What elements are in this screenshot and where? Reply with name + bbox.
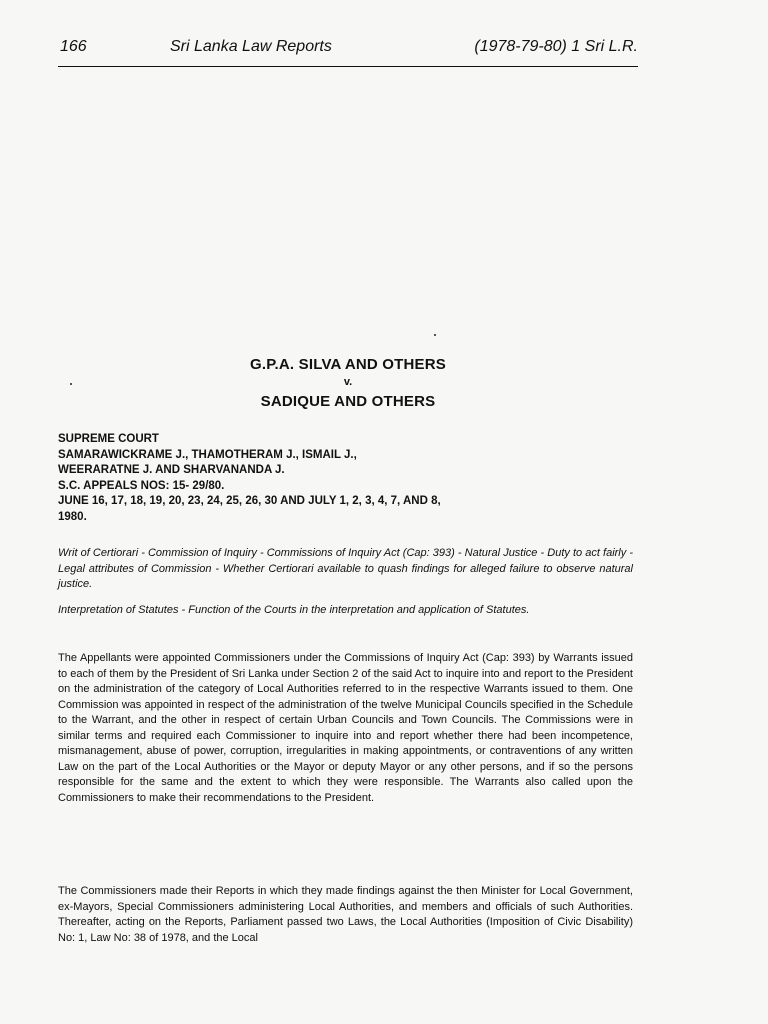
headnote-catchwords: Interpretation of Statutes - Function of the Courts in the interpretation and application of Statutes. bbox=[58, 604, 530, 616]
header-rule bbox=[58, 66, 638, 67]
judges-line: SAMARAWICKRAME J., THAMOTHERAM J., ISMAIL J., bbox=[58, 448, 357, 461]
journal-title: Sri Lanka Law Reports bbox=[170, 38, 332, 55]
body-paragraph: The Appellants were appointed Commissioners under the Commissions of Inquiry Act (Cap: 393) by Warrants issued to each of them by the President of Sri Lanka under Section 2 of the said Act to inquire into and report to the President on the administration of the category of Local Authorities referred to in the respective Warrants issued to them. One Commission was appointed in respect of the administration of the twelve Municipal Councils specified in the Schedule to the Warrant, and the other in respect of certain Urban Councils and Town Councils. The Commissions were in similar terms and required each Commissioner to inquire into and report whether there had been incompetence, mismanagement, abuse of power, corruption, irregularities in making appointments, or contraventions of any written Law on the part of the Local Authorities or the Mayor or deputy Mayor or any other persons, and if so the persons responsible for the same and the extent to which they were responsible. The Warrants also called upon the Commissioners to make their recommendations to the President. bbox=[58, 652, 633, 804]
versus-label: v. bbox=[343, 376, 353, 388]
hearing-dates: JUNE 16, 17, 18, 19, 20, 23, 24, 25, 26, 30 AND JULY 1, 2, 3, 4, 7, AND 8, bbox=[58, 495, 441, 507]
body-paragraph: The Commissioners made their Reports in which they made findings against the then Minister for Local Government, ex-Mayors, Special Commissioners administering Local Authorities, and members and officials of such Authorities. Thereafter, acting on the Reports, Parliament passed two Laws, the Local Authorities (Imposition of Civic Disability) No: 1, Law No: 38 of 1978, and the Local bbox=[58, 885, 633, 944]
hearing-dates: 1980. bbox=[58, 510, 87, 523]
scan-speck bbox=[434, 334, 436, 336]
headnote-catchwords: Writ of Certiorari - Commission of Inquiry - Commissions of Inquiry Act (Cap: 393) - Natural Justice - Duty to act fairly - Legal attributes of Commission - Whether Certiorari available to quash findings for alleged failure to observe natural justice. bbox=[58, 547, 633, 590]
judges-line: WEERARATNE J. AND SHARVANANDA J. bbox=[58, 464, 285, 476]
page-number: 166 bbox=[60, 38, 87, 55]
court-name: SUPREME COURT bbox=[58, 433, 159, 445]
case-title bbox=[58, 356, 638, 410]
volume-citation: (1978-79-80) 1 Sri L.R. bbox=[474, 38, 638, 55]
court-details bbox=[58, 432, 638, 525]
appeal-numbers: S.C. APPEALS NOS: 15- 29/80. bbox=[58, 479, 225, 492]
respondent-name: SADIQUE AND OTHERS bbox=[260, 393, 436, 410]
appellant-name: G.P.A. SILVA AND OTHERS bbox=[249, 356, 446, 373]
